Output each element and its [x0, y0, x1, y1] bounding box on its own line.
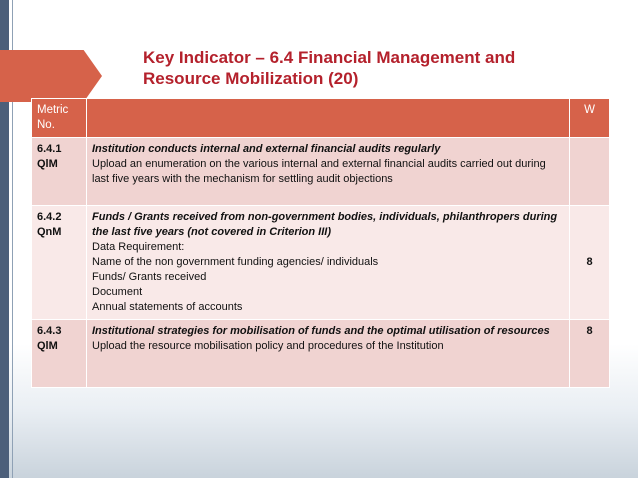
metric-cell [32, 206, 87, 320]
description-line: Data Requirement: [92, 241, 185, 253]
metric-id: 6.4.3 [37, 325, 62, 337]
description-cell [87, 138, 570, 206]
metric-type: QlM [37, 340, 58, 352]
weight-cell [570, 138, 610, 206]
description-line: Name of the non government funding agencies/ individuals [92, 256, 379, 268]
description-cell [87, 320, 570, 388]
weight-cell: 8 [570, 206, 610, 320]
slide-title: Key Indicator – 6.4 Financial Management and Resource Mobilization (20) [143, 48, 516, 88]
indicator-table [31, 98, 610, 388]
weight-cell: 8 [570, 320, 610, 388]
description-line: Annual statements of accounts [92, 301, 243, 313]
metric-cell [32, 138, 87, 206]
title-accent-arrow [0, 50, 102, 102]
metric-cell [32, 320, 87, 388]
metric-heading: Funds / Grants received from non-government bodies, individuals, philanthropers during the last five years (not covered in Criterion III) [92, 211, 558, 238]
description-line: Document [92, 286, 143, 298]
metric-heading: Institution conducts internal and external financial audits regularly [92, 143, 441, 155]
table-row [32, 138, 610, 206]
indicator-table-container [31, 98, 609, 388]
description-line: Upload an enumeration on the various internal and external financial audits carried out during last five years with the mechanism for settling audit objections [92, 158, 546, 185]
metric-type: QnM [37, 226, 62, 238]
table-row [32, 206, 610, 320]
table-row [32, 320, 610, 388]
header-description [87, 99, 570, 138]
table-header-row [32, 99, 610, 138]
metric-id: 6.4.2 [37, 211, 62, 223]
description-line: Upload the resource mobilisation policy and procedures of the Institution [92, 340, 444, 352]
metric-heading: Institutional strategies for mobilisation of funds and the optimal utilisation of resources [92, 325, 550, 337]
header-metric: Metric No. [32, 99, 87, 138]
header-weight: W [570, 99, 610, 138]
description-line: Funds/ Grants received [92, 271, 207, 283]
metric-id: 6.4.1 [37, 143, 62, 155]
metric-type: QlM [37, 158, 58, 170]
description-cell [87, 206, 570, 320]
